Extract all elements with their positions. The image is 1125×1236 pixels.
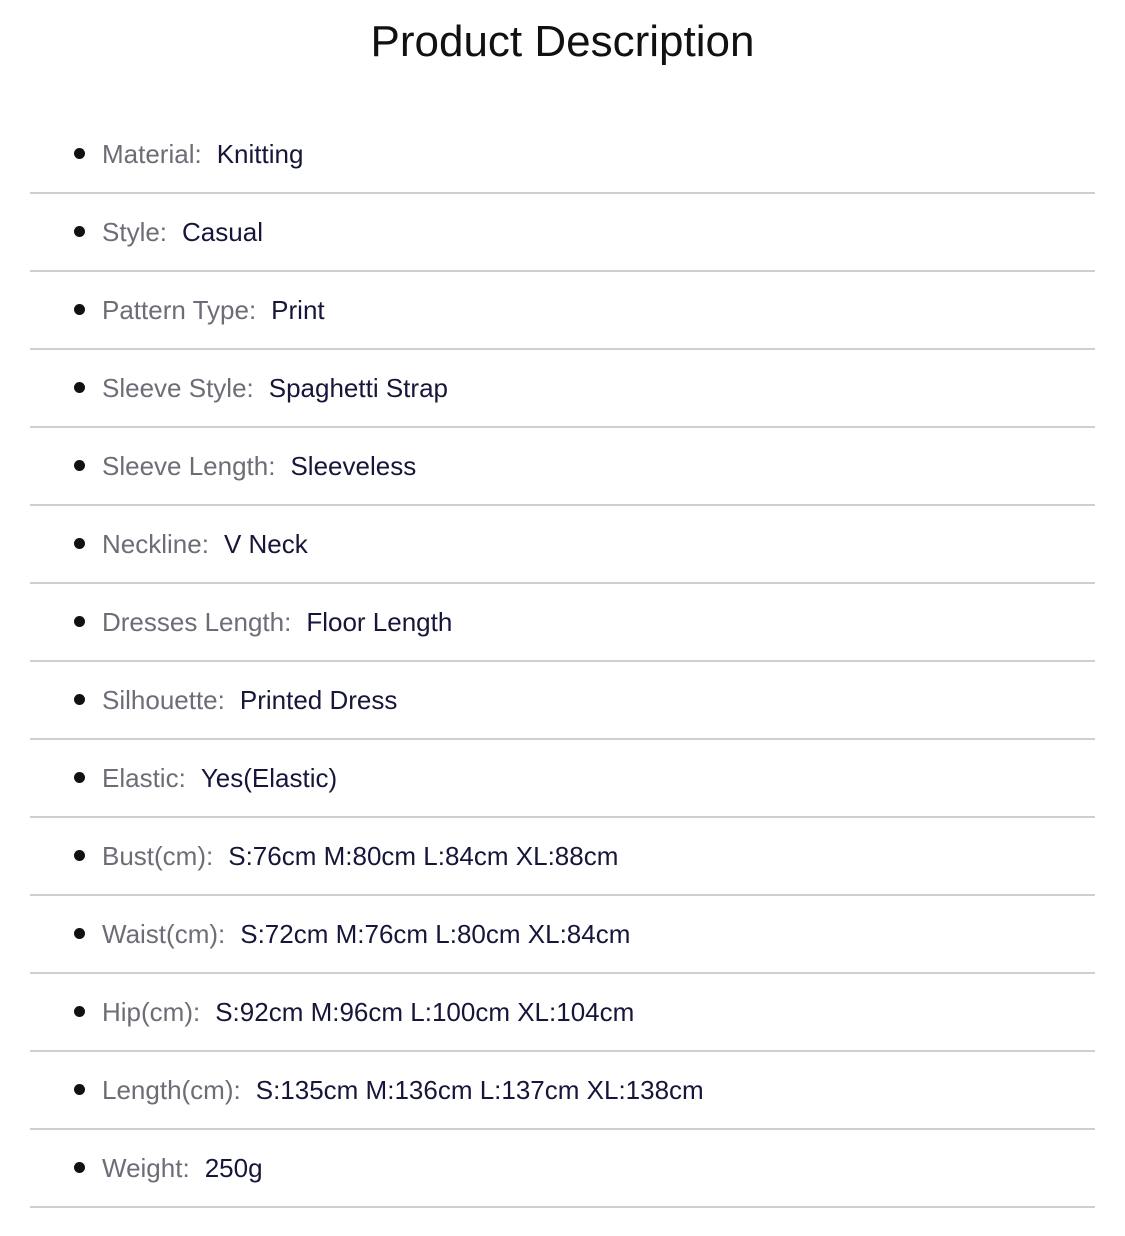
attribute-label: Hip(cm): (102, 997, 201, 1027)
attribute-value: Casual (182, 217, 263, 247)
attribute-label: Length(cm): (102, 1075, 241, 1105)
attribute-value: Printed Dress (239, 685, 398, 715)
attribute-text (102, 1130, 263, 1206)
attribute-row-neckline (30, 506, 1095, 584)
attribute-text (102, 194, 263, 270)
attribute-row-waist (30, 896, 1095, 974)
attribute-row-silhouette (30, 662, 1095, 740)
bullet-icon (74, 1162, 85, 1173)
bullet-icon (74, 382, 85, 393)
attribute-row-pattern-type (30, 272, 1095, 350)
bullet-icon (74, 304, 85, 315)
bullet-icon (74, 616, 85, 627)
attribute-value: Print (271, 295, 325, 325)
attribute-value: Knitting (216, 139, 304, 169)
attribute-value: V Neck (223, 529, 308, 559)
attribute-text (102, 350, 448, 426)
attribute-text (102, 662, 397, 738)
attribute-text (102, 506, 308, 582)
attribute-row-material (30, 116, 1095, 194)
bullet-icon (74, 538, 85, 549)
attribute-text (102, 896, 630, 972)
attribute-value: 250g (204, 1153, 263, 1183)
attribute-text (102, 584, 452, 660)
bullet-icon (74, 226, 85, 237)
page-title: Product Description (370, 17, 755, 66)
bullet-icon (74, 460, 85, 471)
attribute-row-weight (30, 1130, 1095, 1208)
attribute-value: Spaghetti Strap (268, 373, 448, 403)
attribute-value: S:76cm M:80cm L:84cm XL:88cm (228, 841, 619, 871)
bullet-icon (74, 928, 85, 939)
attribute-label: Weight: (102, 1153, 190, 1183)
attribute-label: Style: (102, 217, 168, 247)
attribute-text (102, 428, 416, 504)
bullet-icon (74, 1084, 85, 1095)
attribute-label: Elastic: (102, 763, 186, 793)
attribute-row-hip (30, 974, 1095, 1052)
attribute-row-dresses-length (30, 584, 1095, 662)
attribute-value: Sleeveless (290, 451, 417, 481)
attribute-text (102, 818, 618, 894)
attribute-row-sleeve-length (30, 428, 1095, 506)
bullet-icon (74, 694, 85, 705)
attribute-text (102, 740, 337, 816)
attribute-text (102, 116, 303, 192)
attribute-text (102, 272, 325, 348)
attribute-row-style (30, 194, 1095, 272)
attribute-row-sleeve-style (30, 350, 1095, 428)
attribute-value: Yes(Elastic) (200, 763, 338, 793)
attribute-value: S:72cm M:76cm L:80cm XL:84cm (240, 919, 631, 949)
attribute-label: Silhouette: (102, 685, 225, 715)
bullet-icon (74, 772, 85, 783)
attribute-value: S:92cm M:96cm L:100cm XL:104cm (215, 997, 635, 1027)
attribute-row-bust (30, 818, 1095, 896)
bullet-icon (74, 1006, 85, 1017)
attribute-row-length (30, 1052, 1095, 1130)
attribute-label: Dresses Length: (102, 607, 292, 637)
attribute-value: S:135cm M:136cm L:137cm XL:138cm (255, 1075, 704, 1105)
attribute-row-elastic (30, 740, 1095, 818)
attribute-label: Waist(cm): (102, 919, 226, 949)
attribute-label: Bust(cm): (102, 841, 214, 871)
bullet-icon (74, 148, 85, 159)
bullet-icon (74, 850, 85, 861)
attribute-label: Pattern Type: (102, 295, 257, 325)
attribute-label: Sleeve Style: (102, 373, 254, 403)
attribute-label: Sleeve Length: (102, 451, 276, 481)
attribute-text (102, 1052, 704, 1128)
attribute-label: Neckline: (102, 529, 209, 559)
product-attributes-list (30, 116, 1095, 1208)
attribute-label: Material: (102, 139, 202, 169)
attribute-text (102, 974, 634, 1050)
attribute-value: Floor Length (306, 607, 453, 637)
